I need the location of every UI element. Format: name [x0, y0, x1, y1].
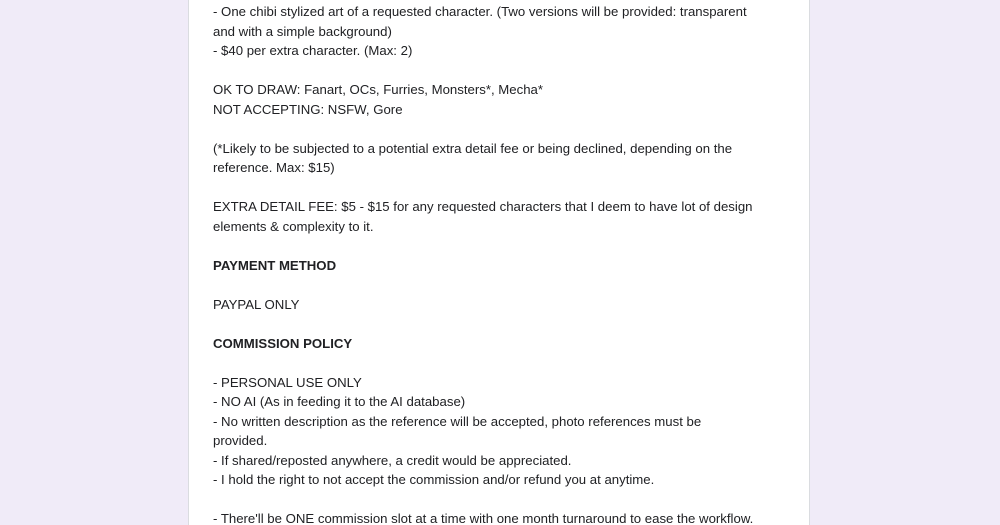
not-accepting-line: NOT ACCEPTING: NSFW, Gore — [213, 101, 403, 117]
spacer — [213, 353, 788, 373]
policy-written-desc-line-2: provided. — [213, 433, 268, 448]
spacer — [213, 178, 788, 198]
spacer — [213, 119, 788, 139]
policy-no-ai: - NO AI (As in feeding it to the AI database) — [213, 394, 466, 409]
spacer — [213, 314, 788, 334]
form-description — [213, 0, 788, 525]
form-card — [188, 0, 810, 525]
chibi-line-2: and with a simple background) — [213, 23, 392, 39]
extra-character-line: - $40 per extra character. (Max: 2) — [213, 43, 413, 58]
spacer — [213, 236, 788, 256]
footnote-line-2: reference. Max: $15) — [213, 160, 335, 175]
payment-method-value: PAYPAL ONLY — [213, 296, 300, 312]
footnote-line-1: (*Likely to be subjected to a potential extra detail fee or being declined, depending on the — [213, 140, 733, 156]
spacer — [213, 61, 788, 81]
payment-method-heading: PAYMENT METHOD — [213, 257, 337, 273]
spacer — [213, 275, 788, 295]
commission-policy-heading: COMMISSION POLICY — [213, 335, 353, 351]
extra-fee-line-2: elements & complexity to it. — [213, 218, 374, 234]
commission-slot-line: - There'll be ONE commission slot at a time with one month turnaround to ease the workflow. — [213, 511, 754, 525]
chibi-line-1: - One chibi stylized art of a requested character. (Two versions will be provided: transparent — [213, 4, 747, 19]
extra-fee-line-1: EXTRA DETAIL FEE: $5 - $15 for any requested characters that I deem to have lot of design — [213, 199, 753, 214]
spacer — [213, 490, 788, 510]
policy-credit: - If shared/reposted anywhere, a credit would be appreciated. — [213, 452, 572, 468]
policy-written-desc-line-1: - No written description as the reference will be accepted, photo references must be — [213, 413, 702, 429]
ok-to-draw-line: OK TO DRAW: Fanart, OCs, Furries, Monsters*, Mecha* — [213, 82, 544, 97]
policy-personal-use: - PERSONAL USE ONLY — [213, 374, 362, 390]
policy-refund: - I hold the right to not accept the commission and/or refund you at anytime. — [213, 472, 655, 487]
